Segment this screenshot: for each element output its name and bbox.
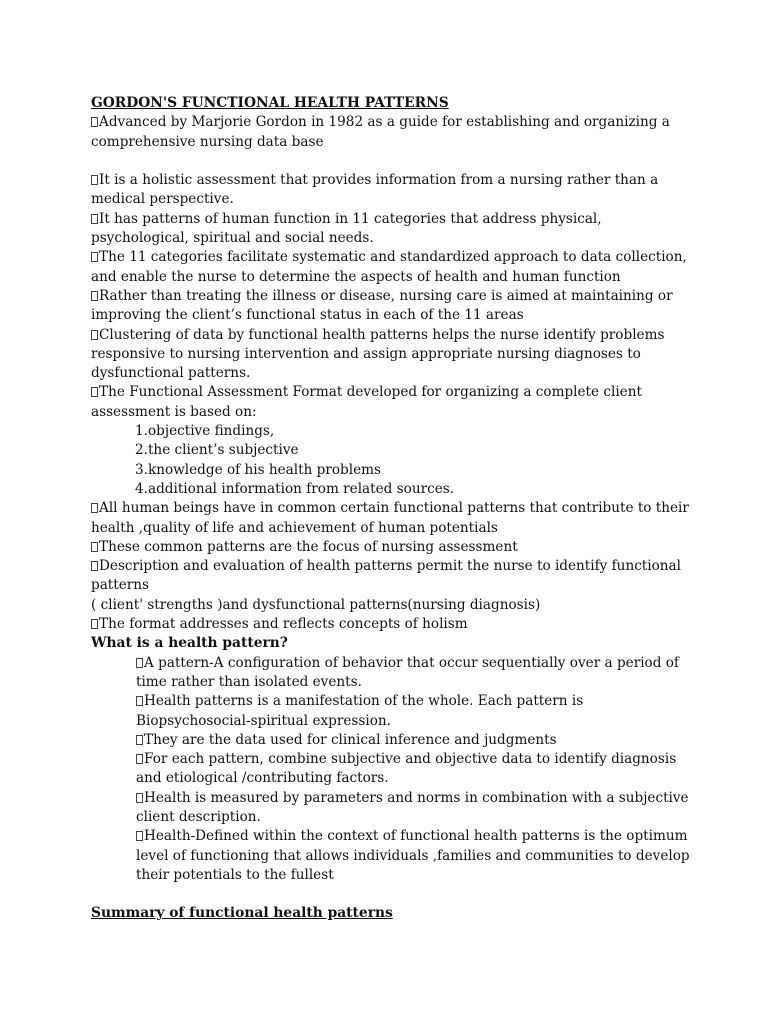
document-title: GORDON'S FUNCTIONAL HEALTH PATTERNS <box>91 95 449 111</box>
continuation-line: and enable the nurse to determine the aspects of health and human function <box>91 268 621 285</box>
bullet-box-icon <box>91 619 98 629</box>
bullet-line: It is a holistic assessment that provides information from a nursing rather than a <box>91 171 691 190</box>
intro-line-2: comprehensive nursing data base <box>91 133 324 150</box>
pattern-bullet-line: Health is measured by parameters and norms in combination with a subjective <box>91 789 691 808</box>
numbered-item: 2.the client’s subjective <box>135 442 299 459</box>
summary-heading: Summary of functional health patterns <box>91 905 393 922</box>
bullet-box-icon <box>91 561 98 571</box>
intro-line-1: Advanced by Marjorie Gordon in 1982 as a guide for establishing and organizing a <box>91 113 691 132</box>
bullet-box-icon <box>91 214 98 224</box>
continuation-line: assessment is based on: <box>91 403 257 420</box>
continuation-line: responsive to nursing intervention and assign appropriate nursing diagnoses to <box>91 345 641 362</box>
bullet-box-icon <box>136 831 143 841</box>
bullet-box-icon <box>91 291 98 301</box>
numbered-item: 3.knowledge of his health problems <box>135 461 382 478</box>
bullet-box-icon <box>136 754 143 764</box>
continuation-line: ( client' strengths )and dysfunctional patterns(nursing diagnosis) <box>91 596 541 613</box>
bullet-line: The 11 categories facilitate systematic and standardized approach to data collection, <box>91 248 691 267</box>
numbered-item: 1.objective findings, <box>135 423 275 440</box>
bullet-line: The Functional Assessment Format developed for organizing a complete client <box>91 383 691 402</box>
bullet-box-icon <box>91 330 98 340</box>
numbered-item: 4.additional information from related sources. <box>135 480 455 497</box>
bullet-box-icon <box>136 793 143 803</box>
continuation-line: health ,quality of life and achievement of human potentials <box>91 519 498 536</box>
bullet-box-icon <box>91 175 98 185</box>
pattern-bullet-line: For each pattern, combine subjective and objective data to identify diagnosis <box>91 750 691 769</box>
pattern-bullet-line: Health-Defined within the context of functional health patterns is the optimum <box>91 827 691 846</box>
bullet-line: All human beings have in common certain functional patterns that contribute to their <box>91 499 691 518</box>
pattern-continuation-line: Biopsychosocial-spiritual expression. <box>136 712 391 729</box>
bullet-box-icon <box>136 735 143 745</box>
pattern-continuation-line: client description. <box>136 808 261 825</box>
bullet-box-icon <box>136 696 143 706</box>
bullet-box-icon <box>91 252 98 262</box>
section-heading: What is a health pattern? <box>91 635 288 652</box>
pattern-bullet-line: A pattern-A configuration of behavior that occur sequentially over a period of <box>91 654 691 673</box>
pattern-bullet-line: Health patterns is a manifestation of the whole. Each pattern is <box>91 692 691 711</box>
continuation-line: medical perspective. <box>91 191 234 208</box>
bullet-line: Clustering of data by functional health patterns helps the nurse identify problems <box>91 326 691 345</box>
pattern-continuation-line: their potentials to the fullest <box>136 866 334 883</box>
bullet-box-icon <box>91 387 98 397</box>
bullet-line: It has patterns of human function in 11 categories that address physical, <box>91 210 691 229</box>
continuation-line: patterns <box>91 577 150 594</box>
bullet-line: The format addresses and reflects concepts of holism <box>91 615 691 634</box>
bullet-box-icon <box>91 117 98 127</box>
pattern-continuation-line: and etiological /contributing factors. <box>136 770 389 787</box>
pattern-continuation-line: time rather than isolated events. <box>136 673 362 690</box>
bullet-box-icon <box>136 658 143 668</box>
bullet-box-icon <box>91 503 98 513</box>
document-body <box>91 94 691 924</box>
bullet-line: Rather than treating the illness or disease, nursing care is aimed at maintaining or <box>91 287 691 306</box>
bullet-line: Description and evaluation of health patterns permit the nurse to identify functional <box>91 557 691 576</box>
pattern-bullet-line: They are the data used for clinical inference and judgments <box>91 731 691 750</box>
blank-line <box>91 885 691 904</box>
bullet-box-icon <box>91 542 98 552</box>
bullet-line: These common patterns are the focus of nursing assessment <box>91 538 691 557</box>
blank-line <box>91 152 691 171</box>
pattern-continuation-line: level of functioning that allows individuals ,families and communities to develop <box>136 847 690 864</box>
continuation-line: psychological, spiritual and social needs. <box>91 230 374 247</box>
continuation-line: improving the client’s functional status in each of the 11 areas <box>91 307 524 324</box>
continuation-line: dysfunctional patterns. <box>91 365 251 382</box>
